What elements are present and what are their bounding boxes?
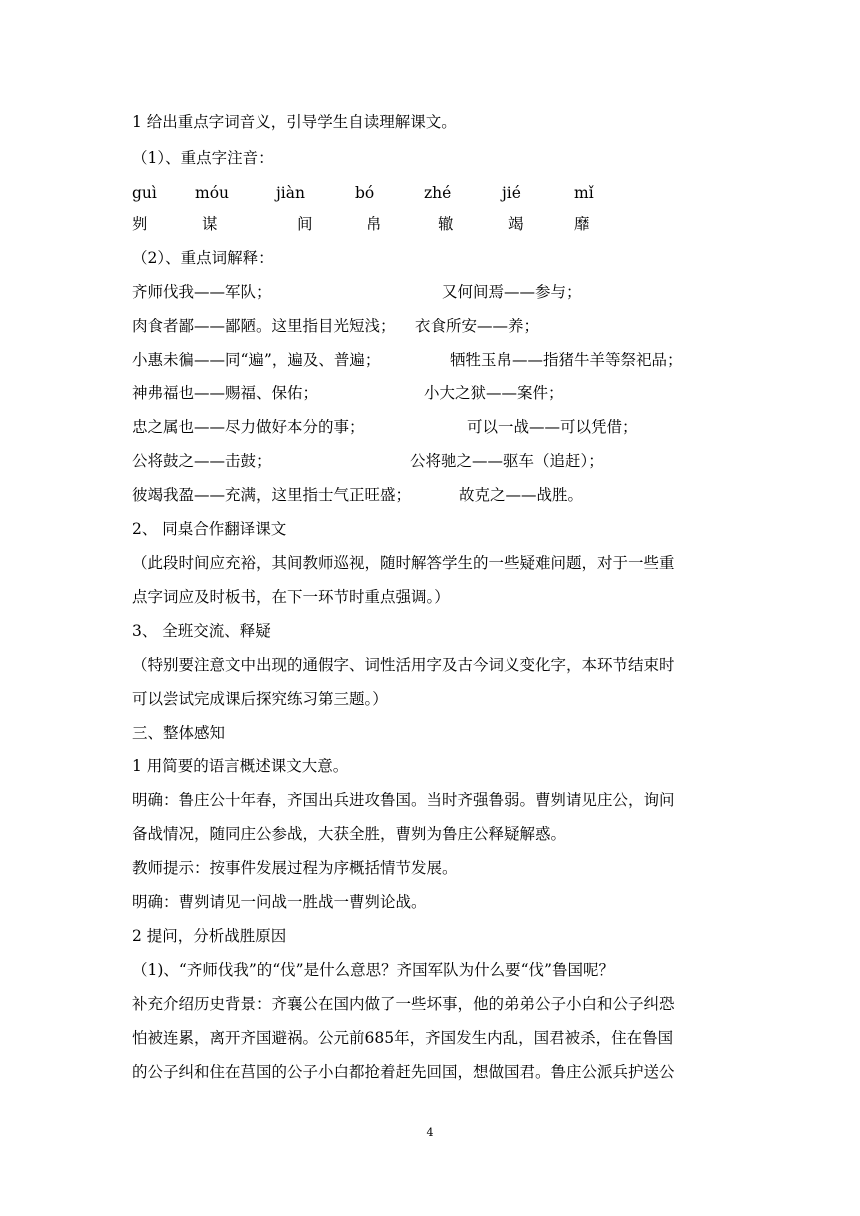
paragraph-line: 点字词应及时板书，在下一环节时重点强调。） <box>132 588 450 606</box>
definition-left: 齐师伐我——军队； <box>132 283 272 301</box>
character-item: 靡 <box>574 215 590 233</box>
character-item: 辙 <box>438 215 454 233</box>
pinyin-item: jié <box>502 184 521 202</box>
section-heading: 2、 同桌合作翻译课文 <box>132 520 287 538</box>
definition-right: 牺牲玉帛——指猪牛羊等祭祀品； <box>450 351 683 369</box>
definition-left: 小惠未徧——同“遍”，遍及、普遍； <box>132 351 381 369</box>
pinyin-item: bó <box>355 184 375 202</box>
paragraph-line: 补充介绍历史背景：齐襄公在国内做了一些坏事，他的弟弟公子小白和公子纠恐 <box>132 995 675 1013</box>
definition-right: 公将驰之——驱车（追赶）； <box>410 452 604 470</box>
definition-left: 肉食者鄙——鄙陋。这里指目光短浅； <box>132 317 396 335</box>
character-item: 帛 <box>366 215 382 233</box>
paragraph-line: （特别要注意文中出现的通假字、词性活用字及古今词义变化字，本环节结束时 <box>132 656 675 674</box>
paragraph-line: 的公子纠和住在莒国的公子小白都抢着赶先回国，想做国君。鲁庄公派兵护送公 <box>132 1063 675 1081</box>
definition-left: 彼竭我盈——充满，这里指士气正旺盛； <box>132 486 412 504</box>
section-heading: 三、整体感知 <box>132 724 226 742</box>
pinyin-item: jiàn <box>276 184 305 202</box>
paragraph-line: 备战情况，随同庄公参战，大获全胜，曹刿为鲁庄公释疑解惑。 <box>132 825 567 843</box>
section-heading: 1 给出重点字词音义，引导学生自读理解课文。 <box>132 113 457 131</box>
definition-left: 忠之属也——尽力做好本分的事； <box>132 418 365 436</box>
section-heading: 3、 全班交流、释疑 <box>132 622 271 640</box>
character-item: 竭 <box>508 215 524 233</box>
character-item: 刿 <box>132 215 148 233</box>
paragraph-line: 怕被连累，离开齐国避祸。公元前685年，齐国发生内乱，国君被杀，住在鲁国 <box>132 1029 674 1047</box>
definition-right: 小大之狱——案件； <box>424 384 564 402</box>
definition-left: 公将鼓之——击鼓； <box>132 452 272 470</box>
paragraph-line: 教师提示：按事件发展过程为序概括情节发展。 <box>132 859 458 877</box>
subsection-heading: （2）、重点词解释： <box>132 249 274 267</box>
pinyin-item: mǐ <box>574 184 594 202</box>
pinyin-item: móu <box>195 184 230 202</box>
character-item: 间 <box>297 215 313 233</box>
pinyin-item: zhé <box>424 184 452 202</box>
paragraph-line: （1)、“齐师伐我”的“伐”是什么意思？齐国军队为什么要“伐”鲁国呢？ <box>132 961 614 979</box>
section-heading: 1 用简要的语言概述课文大意。 <box>132 757 349 775</box>
definition-right: 又何间焉——参与； <box>442 283 582 301</box>
subsection-heading: （1）、重点字注音： <box>132 149 274 167</box>
character-item: 谋 <box>202 215 218 233</box>
paragraph-line: 明确：鲁庄公十年春，齐国出兵进攻鲁国。当时齐强鲁弱。曹刿请见庄公，询问 <box>132 791 675 809</box>
page-number: 4 <box>426 1126 434 1139</box>
definition-right: 故克之——战胜。 <box>459 486 584 504</box>
paragraph-line: 明确：曹刿请见一问战一胜战一曹刿论战。 <box>132 893 427 911</box>
definition-right: 衣食所安——养； <box>415 317 540 335</box>
section-heading: 2 提问，分析战胜原因 <box>132 927 287 945</box>
paragraph-line: （此段时间应充裕，其间教师巡视，随时解答学生的一些疑难问题，对于一些重 <box>132 554 675 572</box>
definition-right: 可以一战——可以凭借； <box>467 418 638 436</box>
paragraph-line: 可以尝试完成课后探究练习第三题。） <box>132 690 388 708</box>
definition-left: 神弗福也——赐福、保佑； <box>132 384 319 402</box>
pinyin-item: guì <box>132 184 157 202</box>
